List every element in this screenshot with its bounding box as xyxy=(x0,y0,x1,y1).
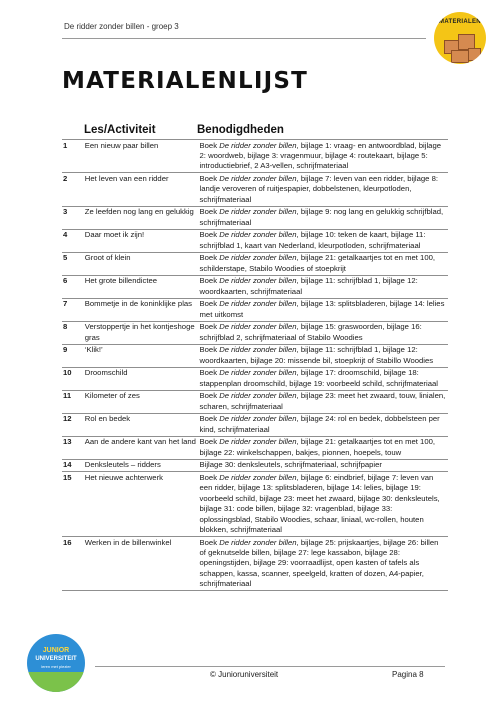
lesson-number: 2 xyxy=(63,174,68,183)
book-title: De ridder zonder billen xyxy=(219,276,297,286)
lesson-materials: Boek De ridder zonder billen, bijlage 21: getalkaartjes tot en met 100, bijlage 22: winkelschappen, bakjes, pionnen, hoepels, touw xyxy=(199,437,436,457)
lesson-number: 4 xyxy=(63,230,68,240)
lesson-number: 11 xyxy=(63,391,72,401)
table-row xyxy=(62,537,448,591)
table-row xyxy=(62,413,448,436)
materials-text: Bijlage 30: denksleutels, schrijfmateriaal, schrijfpapier xyxy=(199,460,382,470)
lesson-materials: Boek De ridder zonder billen, bijlage 25: prijskaartjes, bijlage 26: billen of geknutselde billen, bijlage 27: lege kassabon, bijlage 28: openingstijden, bijlage 29: voorraadlijst, open kasten of tafels als schappen, kassa, scanner, speelgeld, kratten of dozen, A4-papier, schrijfmateriaal xyxy=(199,537,439,589)
materials-badge xyxy=(434,12,486,64)
materials-text: , bijlage 25: prijskaartjes, bijlage 26: billen of geknutselde billen, bijlage 27: lege kassabon, bijlage 28: openingstijden, bijlage 29: voorraadlijst, open kasten of tafels als schappen, kassa, scanner, speelgeld, kratten of dozen, A4-papier, schrijfmateriaal xyxy=(199,537,439,589)
materials-text: , bijlage 7: leven van een ridder, bijlage 8: landje veroveren of ruitjespapier, dobbelstenen, kleurpotloden, schrijfmateriaal xyxy=(199,174,439,204)
lesson-activity: Het grote billendictee xyxy=(84,276,158,286)
table-row xyxy=(62,140,448,173)
book-title: De ridder zonder billen xyxy=(219,174,297,183)
lesson-number: 15 xyxy=(63,473,72,482)
table-row xyxy=(62,321,448,344)
document-header-title: De ridder zonder billen - groep 3 xyxy=(64,22,179,31)
junioruniversiteit-logo xyxy=(27,634,85,692)
table-row xyxy=(62,229,448,252)
logo-text: leren met plezier xyxy=(41,664,71,669)
table-row xyxy=(62,459,448,472)
book-title: De ridder zonder billen xyxy=(219,299,297,309)
lesson-number: 3 xyxy=(63,207,68,217)
lesson-number: 8 xyxy=(63,322,68,332)
lesson-number: 16 xyxy=(63,537,72,547)
materials-text: , bijlage 17: droomschild, bijlage 18: stappenplan droomschild, bijlage 19: voorbeeld schild, schrijfmateriaal xyxy=(199,368,438,388)
table-row xyxy=(62,367,448,390)
badge-label: MATERIALEN xyxy=(439,19,481,25)
lesson-materials: Boek De ridder zonder billen, bijlage 11: schrijfblad 1, bijlage 12: woordkaarten, schrijfmateriaal xyxy=(199,276,418,296)
lesson-activity: Droomschild xyxy=(84,368,128,378)
lesson-activity: Verstoppertje in het kontjeshoge gras xyxy=(84,322,195,342)
book-title: De ridder zonder billen xyxy=(219,322,297,332)
materials-text: , bijlage 23: meet het zwaard, touw, linialen, scharen, schrijfmateriaal xyxy=(199,391,446,411)
book-title: De ridder zonder billen xyxy=(219,537,297,547)
materials-table xyxy=(62,139,448,591)
lesson-number: 7 xyxy=(63,299,68,309)
table-row xyxy=(62,390,448,413)
lesson-number: 13 xyxy=(63,437,72,447)
logo-text: JUNIOR xyxy=(42,647,70,654)
lesson-number: 1 xyxy=(63,140,68,150)
lesson-materials: Boek De ridder zonder billen, bijlage 17: droomschild, bijlage 18: stappenplan droomschild, bijlage 19: voorbeeld schild, schrijfmateriaal xyxy=(199,368,438,388)
lesson-activity: Het nieuwe achterwerk xyxy=(84,473,163,482)
logo-text: UNIVERSITEIT xyxy=(35,656,77,662)
lesson-activity: ‘Klik!’ xyxy=(84,345,103,355)
table-row xyxy=(62,344,448,367)
lesson-materials: Boek De ridder zonder billen, bijlage 6: eindbrief, bijlage 7: leven van een ridder, bijlage 13: splitsbladeren, bijlage 14: lelies, bijlage 19: voorbeeld schild, bijlage 23: meet het zwaard, bijlage 30: denksleutels, bijlage 31: code billen, bijlage 32: vragenblad, bijlage 33: oplossingsblad, Stabilo Woodies, schaar, liniaal, wc-rollen, houten blokken, schrijfmateriaal xyxy=(199,473,440,535)
box-icon xyxy=(451,50,469,63)
materials-text: , bijlage 6: eindbrief, bijlage 7: leven van een ridder, bijlage 13: splitsbladeren, bijlage 14: lelies, bijlage 19: voorbeeld schild, bijlage 23: meet het zwaard, bijlage 30: denksleutels, bijlage 31: code billen, bijlage 32: vragenblad, bijlage 33: oplossingsblad, Stabilo Woodies, schaar, liniaal, wc-rollen, houten blokken, schrijfmateriaal xyxy=(199,473,440,535)
materials-text: , bijlage 21: getalkaartjes tot en met 100, bijlage 22: winkelschappen, bakjes, pionnen, hoepels, touw xyxy=(199,437,436,457)
box-icon xyxy=(468,48,481,61)
lesson-number: 12 xyxy=(63,414,72,424)
book-title: De ridder zonder billen xyxy=(219,230,297,240)
lesson-activity: Aan de andere kant van het land xyxy=(84,437,196,447)
book-title: De ridder zonder billen xyxy=(219,140,297,150)
lesson-materials: Boek De ridder zonder billen, bijlage 1: vraag- en antwoordblad, bijlage 2: woordweb, bijlage 3: vragenmuur, bijlage 4: routekaart, bijlage 5: introductiebrief, 2 A3-vellen, schrijfmateriaal xyxy=(199,140,441,171)
lesson-activity: Het leven van een ridder xyxy=(84,174,169,183)
lesson-activity: Ze leefden nog lang en gelukkig xyxy=(84,207,194,217)
book-title: De ridder zonder billen xyxy=(219,473,297,482)
book-title: De ridder zonder billen xyxy=(219,391,297,401)
materials-text: , bijlage 24: rol en bedek, dobbelsteen per kind, schrijfmateriaal xyxy=(199,414,440,434)
lesson-number: 10 xyxy=(63,368,72,378)
materials-text: , bijlage 10: teken de kaart, bijlage 11: schrijfblad 1, kaart van Nederland, kleurpotloden, schrijfmateriaal xyxy=(199,230,426,250)
materials-text: , bijlage 21: getalkaartjes tot en met 100, schilderstape, Stabilo Woodies of stoepkrijt xyxy=(199,253,436,273)
table-row xyxy=(62,252,448,275)
column-header-materials: Benodigdheden xyxy=(197,124,284,136)
materials-text: , bijlage 13: splitsbladeren, bijlage 14: lelies met uitkomst xyxy=(199,299,445,319)
table-row xyxy=(62,206,448,229)
table-row xyxy=(62,472,448,537)
lesson-activity: Groot of klein xyxy=(84,253,131,263)
lesson-number: 5 xyxy=(63,253,68,263)
materials-text: , bijlage 11: schrijfblad 1, bijlage 12: woordkaarten, bijlage 20: missende bil, stoepkrijt of Stabillo Woodies xyxy=(199,345,434,365)
book-title: De ridder zonder billen xyxy=(219,253,297,263)
footer-page-number: Pagina 8 xyxy=(392,670,424,679)
lesson-number: 14 xyxy=(63,460,72,470)
lesson-materials: Boek De ridder zonder billen, bijlage 15: graswoorden, bijlage 16: schrijfblad 2, schrijfmateriaal of Stabilo Woodies xyxy=(199,322,422,342)
lesson-activity: Kilometer of zes xyxy=(84,391,140,401)
lesson-materials: Boek De ridder zonder billen, bijlage 24: rol en bedek, dobbelsteen per kind, schrijfmateriaal xyxy=(199,414,440,434)
lesson-number: 6 xyxy=(63,276,68,286)
book-title: De ridder zonder billen xyxy=(219,345,297,355)
lesson-materials: Boek De ridder zonder billen, bijlage 9: nog lang en gelukkig schrijfblad, schrijfmateriaal xyxy=(199,207,444,227)
book-title: De ridder zonder billen xyxy=(219,437,297,447)
lesson-materials: Boek De ridder zonder billen, bijlage 10: teken de kaart, bijlage 11: schrijfblad 1, kaart van Nederland, kleurpotloden, schrijfmateriaal xyxy=(199,230,426,250)
materials-text: , bijlage 15: graswoorden, bijlage 16: schrijfblad 2, schrijfmateriaal of Stabilo Woodies xyxy=(199,322,422,342)
lesson-activity: Rol en bedek xyxy=(84,414,131,424)
materials-text: , bijlage 9: nog lang en gelukkig schrijfblad, schrijfmateriaal xyxy=(199,207,444,227)
book-title: De ridder zonder billen xyxy=(219,207,297,217)
lesson-materials: Boek De ridder zonder billen, bijlage 13: splitsbladeren, bijlage 14: lelies met uitkomst xyxy=(199,299,445,319)
lesson-materials: Boek De ridder zonder billen, bijlage 7: leven van een ridder, bijlage 8: landje veroveren of ruitjespapier, dobbelstenen, kleurpotloden, schrijfmateriaal xyxy=(199,174,439,204)
column-header-activity: Les/Activiteit xyxy=(84,124,156,136)
book-title: De ridder zonder billen xyxy=(219,414,297,424)
footer-divider xyxy=(95,666,445,667)
lesson-number: 9 xyxy=(63,345,68,355)
materials-text: , bijlage 11: schrijfblad 1, bijlage 12: woordkaarten, schrijfmateriaal xyxy=(199,276,418,296)
table-row xyxy=(62,173,448,206)
lesson-materials: Boek De ridder zonder billen, bijlage 21: getalkaartjes tot en met 100, schilderstape, Stabilo Woodies of stoepkrijt xyxy=(199,253,436,273)
book-title: De ridder zonder billen xyxy=(219,368,297,378)
logo-hill xyxy=(27,672,85,692)
table-row xyxy=(62,436,448,459)
lesson-materials: Boek De ridder zonder billen, bijlage 23: meet het zwaard, touw, linialen, scharen, schrijfmateriaal xyxy=(199,391,446,411)
table-row xyxy=(62,298,448,321)
lesson-activity: Werken in de billenwinkel xyxy=(84,537,172,547)
table-row xyxy=(62,275,448,298)
lesson-activity: Bommetje in de koninklijke plas xyxy=(84,299,193,309)
lesson-materials xyxy=(200,459,448,472)
page-title: MATERIALENLIJST xyxy=(62,68,309,94)
lesson-activity: Denksleutels – ridders xyxy=(84,460,161,470)
materials-text: , bijlage 1: vraag- en antwoordblad, bijlage 2: woordweb, bijlage 3: vragenmuur, bijlage 4: routekaart, bijlage 5: introductiebrief, 2 A3-vellen, schrijfmateriaal xyxy=(199,140,441,171)
lesson-activity: Een nieuw paar billen xyxy=(84,140,159,150)
lesson-materials: Boek De ridder zonder billen, bijlage 11: schrijfblad 1, bijlage 12: woordkaarten, bijlage 20: missende bil, stoepkrijt of Stabillo Woodies xyxy=(199,345,434,365)
header-divider xyxy=(62,38,426,39)
footer-copyright: © Junioruniversiteit xyxy=(210,670,279,679)
lesson-activity: Daar moet ik zijn! xyxy=(84,230,145,240)
